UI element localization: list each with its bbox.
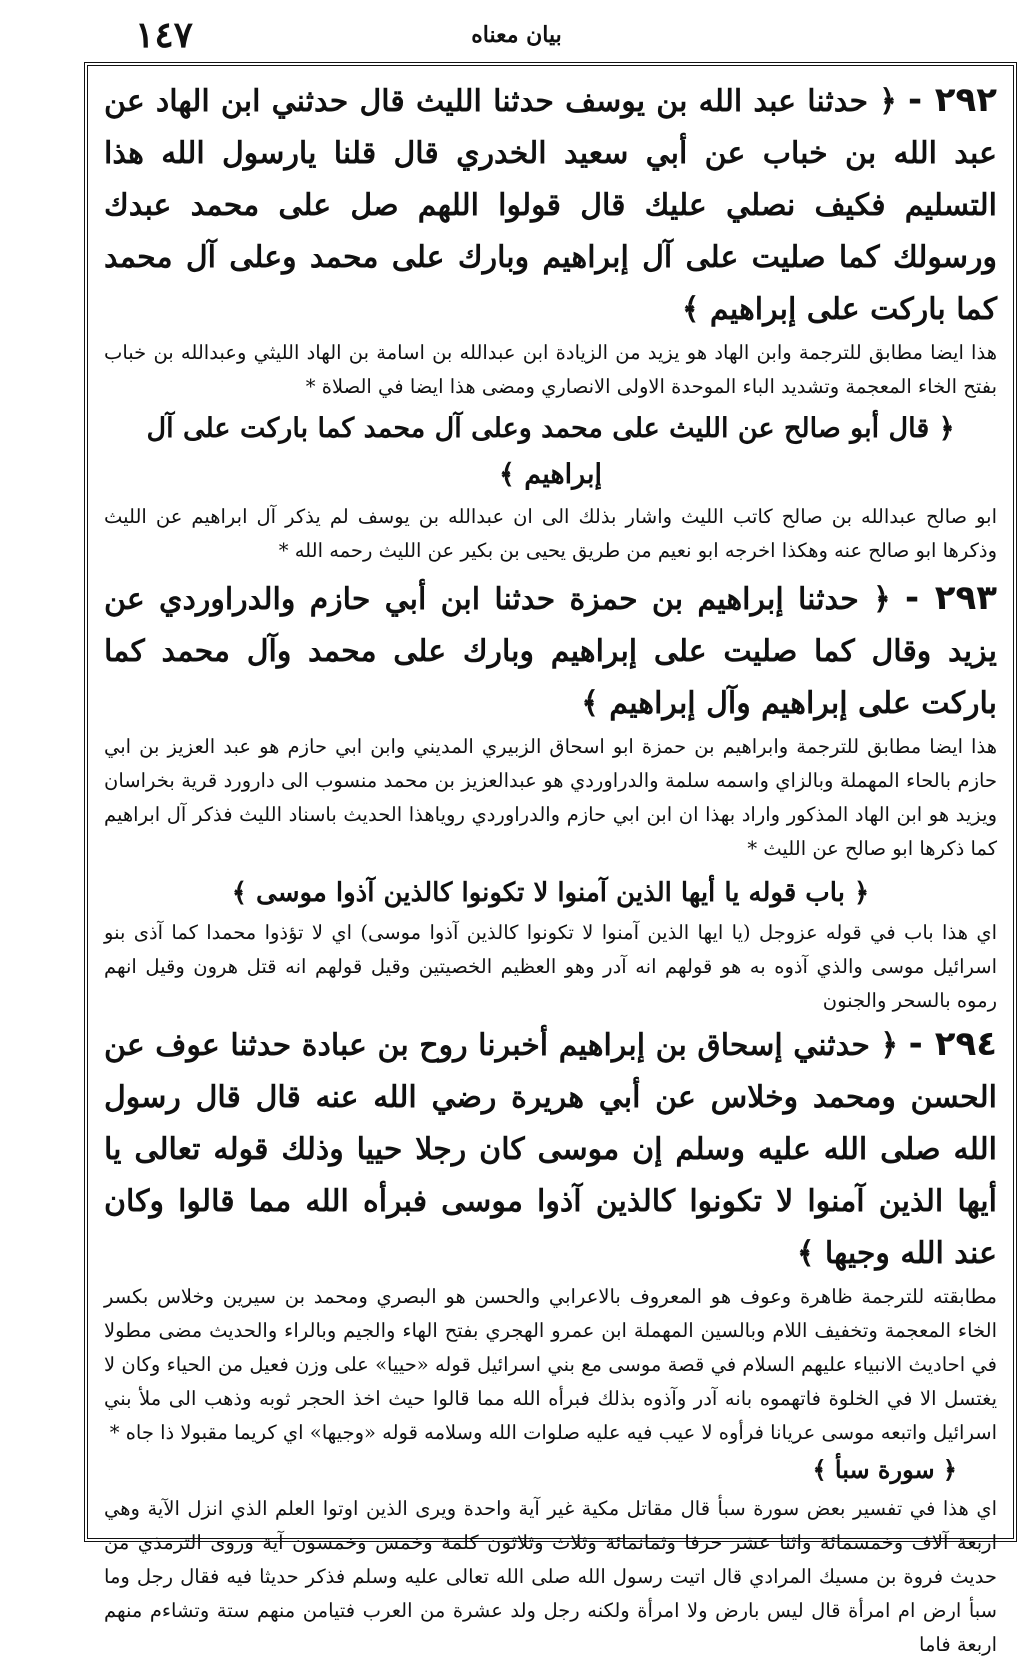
surah-heading-line — [104, 1450, 997, 1492]
hadith-number: ٢٩٤ - — [908, 1024, 998, 1064]
commentary-abu-salih: ابو صالح عبدالله بن صالح كاتب الليث واشار بذلك الى ان عبدالله بن يوسف لم يذكر آل ابراهيم عن الليث وذكرها ابو صالح عنه وهكذا اخرجه ابو نعيم من طريق يحيى بن بكير عن الليث رحمه الله * — [104, 505, 997, 562]
hadith-text: ﴿ حدثنا عبد الله بن يوسف حدثنا الليث قال حدثني ابن الهاد عن عبد الله بن خباب عن أبي سعيد الخدري قال قلنا يارسول الله هذا التسليم فكيف نصلي عليك قال قولوا اللهم صل على محمد عبدك ورسولك كما صليت على آل إبراهيم وبارك على محمد وعلى آل محمد كما باركت على إبراهيم ﴾ — [104, 84, 997, 327]
commentary-292: هذا ايضا مطابق للترجمة وابن الهاد هو يزيد من الزيادة ابن عبدالله بن اسامة بن الهاد الليثي وعبدالله بن خباب بفتح الخاء المعجمة وتشديد الباء الموحدة الاولى الانصاري ومضى هذا ايضا في الصلاة * — [104, 341, 997, 398]
surah-title: ﴿ سورة سبأ ﴾ — [812, 1455, 957, 1484]
hadith-293 — [104, 572, 997, 730]
page-header — [0, 14, 1033, 54]
hadith-294 — [104, 1018, 997, 1280]
page-content — [104, 74, 997, 1662]
narration-abu-salih: ﴿ قال أبو صالح عن الليث على محمد وعلى آل محمد كما باركت على آل إبراهيم ﴾ — [146, 413, 955, 490]
hadith-text: ﴿ حدثنا إبراهيم بن حمزة حدثنا ابن أبي حازم والدراوردي عن يزيد وقال كما صليت على إبراهيم وبارك على محمد وآل محمد كما باركت على إبراهيم وآل إبراهيم ﴾ — [104, 582, 997, 721]
hadith-number: ٢٩٣ - — [904, 578, 997, 618]
commentary-surah: اي هذا في تفسير بعض سورة سبأ قال مقاتل مكية غير آية واحدة ويرى الذين اوتوا العلم الذي انزل الآية وهي اربعة آلاف وخمسمائة واثنا عشر حرفا وثمانمائة وثلاث وثلاثون كلمة وخمس وخمسون آية وروى الترمذي من حديث فروة بن مسيك المرادي قال اتيت رسول الله صلى الله تعالى عليه وسلم فذكر حديثا فيه فقال رجل وما سبأ ارض ام امرأة قال ليس بارض ولا امرأة ولكنه رجل ولد عشرة من العرب فتيامن منهم ستة وتشاءم منهم اربعة فاما — [104, 1497, 997, 1656]
text-frame — [84, 62, 1017, 1656]
commentary-294: مطابقته للترجمة ظاهرة وعوف هو المعروف بالاعرابي والحسن هو البصري ومحمد بن سيرين وخلاس بكسر الخاء المعجمة وتخفيف اللام وبالسين المهملة ابن عمرو الهجري بفتح الهاء والجيم وبالراء والحديث مضى مطولا في احاديث الانبياء عليهم السلام في قصة موسى مع بني اسرائيل قوله «حييا» على وزن فعيل من الحياء وكان لا يغتسل الا في الخلوة فاتهموه بانه آدر وآذوه بذلك فبرأه الله مما قالوا حيث اخذ الحجر ثوبه وذهب الى ملأ بني اسرائيل واتبعه موسى عريانا فرأوه لا عيب فيه عليه صلوات الله وسلامه قوله «وجيها» اي كريما مقبولا ذا جاه * — [104, 1285, 997, 1444]
hadith-text: ﴿ حدثني إسحاق بن إبراهيم أخبرنا روح بن عبادة حدثنا عوف عن الحسن ومحمد وخلاس عن أبي هريرة رضي الله عنه قال قال رسول الله صلى الله عليه وسلم إن موسى كان رجلا حييا وذلك قوله تعالى يا أيها الذين آمنوا لا تكونوا كالذين آذوا موسى فبرأه الله مما قالوا وكان عند الله وجيها ﴾ — [104, 1028, 997, 1271]
page-number: ١٤٧ — [134, 14, 193, 56]
commentary-chapter: اي هذا باب في قوله عزوجل (يا ايها الذين آمنوا لا تكونوا كالذين آذوا موسى) اي لا تؤذوا محمدا كما آذى بنو اسرائيل موسى والذي آذوه به هو قولهم انه آدر وهو العظيم الخصيتين وقيل قولهم انه قتل هرون وقيل انهم رموه بالسحر والجنون — [104, 921, 997, 1012]
hadith-292 — [104, 74, 997, 336]
running-title: بيان معناه — [471, 22, 562, 48]
commentary-293: هذا ايضا مطابق للترجمة وابراهيم بن حمزة ابو اسحاق الزبيري المديني وابن ابي حازم هو عبد العزيز بن ابي حازم بالحاء المهملة وبالزاي واسمه سلمة والدراوردي هو عبدالعزيز بن محمد منسوب الى دارورد قرية بخراسان ويزيد هو ابن الهاد المذكور واراد بهذا ان ابن ابي حازم والدراوردي روياهذا الحديث باسناد الليث فذكر آل ابراهيم كما ذكرها ابو صالح عن الليث * — [104, 735, 997, 860]
hadith-number: ٢٩٢ - — [908, 80, 997, 120]
chapter-heading: ﴿ باب قوله يا أيها الذين آمنوا لا تكونوا كالذين آذوا موسى ﴾ — [231, 878, 870, 908]
